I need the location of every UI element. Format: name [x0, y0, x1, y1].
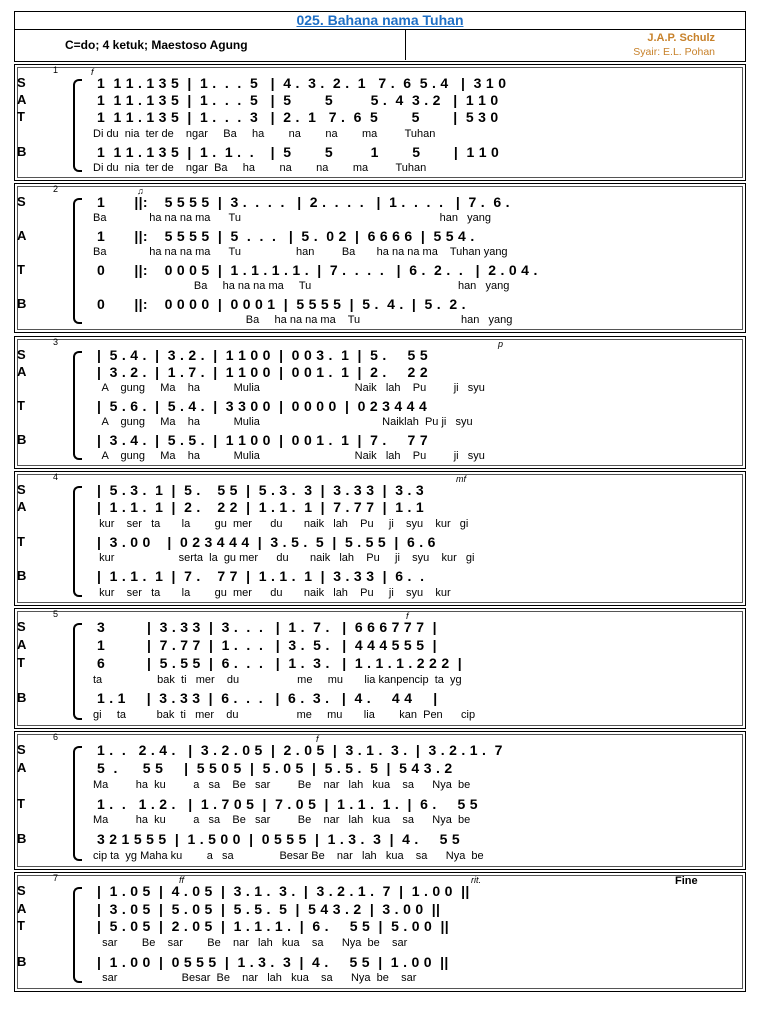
system-3 — [14, 336, 746, 469]
system-6 — [14, 731, 746, 870]
voice-label-A: A — [17, 228, 27, 243]
voice-label-S: S — [17, 742, 26, 757]
system-5 — [14, 608, 746, 729]
system-brace — [73, 623, 82, 720]
lyrics: Ba ha na na ma Tu han yang — [93, 212, 491, 224]
voice-label-S: S — [17, 482, 26, 497]
voice-label-S: S — [17, 75, 26, 90]
voice-label-S: S — [17, 883, 26, 898]
system-number: 7 — [53, 873, 59, 883]
notes-A: 1 | 7 . 7 7 | 1 . . . | 3 . 5 . | 4 4 4 5 5 5 | — [97, 636, 437, 653]
system-brace — [73, 198, 82, 324]
song-title: 025. Bahana nama Tuhan — [296, 12, 464, 28]
voice-label-T: T — [17, 533, 25, 549]
notes-S: | 5 . 4 . | 3 . 2 . | 1 1 0 0 | 0 0 3 . 1 | 5 . 5 5 — [97, 347, 428, 363]
voice-label-T: T — [17, 109, 25, 125]
voice-label-B: B — [17, 831, 27, 847]
lyrics: ta bak ti mer du me mu lia kanpencip ta yg — [93, 673, 462, 686]
voice-label-B: B — [17, 690, 27, 706]
notes-A: 5 . 5 5 | 5 5 0 5 | 5 . 0 5 | 5 . 5 . 5 | 5 4 3 . 2 — [97, 759, 453, 776]
notes-T: 1 . . 1 . 2 . | 1 . 7 0 5 | 7 . 0 5 | 1 . 1 . 1 . | 6 . 5 5 — [97, 795, 478, 812]
system-1 — [14, 64, 746, 181]
meta-box — [14, 30, 746, 62]
lyrics: kur serta la gu mer du naik lah Pu ji syu kur gi — [93, 552, 475, 565]
system-number: 2 — [53, 184, 59, 194]
key-signature: C=do; 4 ketuk; Maestoso Agung — [65, 38, 248, 52]
notes-B: | 3 . 4 . | 5 . 5 . | 1 1 0 0 | 0 0 1 . 1 | 7 . 7 7 — [97, 432, 428, 448]
dynamic-mark: f — [316, 734, 319, 744]
lyrics: Ba ha na na ma Tu han yang — [93, 280, 510, 292]
system-number: 4 — [53, 472, 59, 482]
notes-S: | 1 . 0 5 | 4 . 0 5 | 3 . 1 . 3 . | 3 . 2 . 1 . 7 | 1 . 0 0 || — [97, 883, 470, 899]
system-brace — [73, 486, 82, 597]
notes-B: 0 ||: 0 0 0 0 | 0 0 0 1 | 5 5 5 5 | 5 . 4 . | 5 . 2 . — [97, 296, 466, 312]
lyrics: gi ta bak ti mer du me mu lia kan Pen cip — [93, 709, 476, 722]
notes-T: | 3 . 0 0 | 0 2 3 4 4 4 | 3 . 5 . 5 | 5 . 5 5 | 6 . 6 — [97, 533, 436, 550]
notes-A: | 3 . 0 5 | 5 . 0 5 | 5 . 5 . 5 | 5 4 3 . 2 | 3 . 0 0 || — [97, 900, 441, 917]
lyrics: Ma ha ku a sa Be sar Be nar lah kua sa Nya be — [93, 778, 471, 791]
notes-T: 1 1 1 . 1 3 5 | 1 . . . 3 | 2 . 1 7 . 6 5 5 | 5 3 0 — [97, 109, 499, 126]
voice-label-A: A — [17, 499, 27, 515]
dynamic-mark: f — [406, 611, 409, 621]
voice-label-A: A — [17, 636, 27, 652]
notes-B: 1 . 1 | 3 . 3 3 | 6 . . . | 6 . 3 . | 4 . 4 4 | — [97, 690, 438, 707]
notes-S: 1 . . 2 . 4 . | 3 . 2 . 0 5 | 2 . 0 5 | 3 . 1 . 3 . | 3 . 2 . 1 . 7 — [97, 742, 503, 758]
meta-left — [15, 30, 406, 60]
system-number: 5 — [53, 609, 59, 619]
voice-label-B: B — [17, 143, 27, 159]
voice-label-T: T — [17, 918, 25, 934]
system-7 — [14, 872, 746, 992]
voice-label-T: T — [17, 654, 25, 670]
notes-A: 1 ||: 5 5 5 5 | 5 . . . | 5 . 0 2 | 6 6 6 6 | 5 5 4 . — [97, 228, 475, 244]
system-brace — [73, 79, 82, 172]
notes-S: | 5 . 3 . 1 | 5 . 5 5 | 5 . 3 . 3 | 3 . 3 3 | 3 . 3 — [97, 482, 425, 498]
dynamic-mark: p — [498, 339, 504, 349]
notes-T: 6 | 5 . 5 5 | 6 . . . | 1 . 3 . | 1 . 1 . 1 . 2 2 2 | — [97, 654, 463, 671]
system-brace — [73, 351, 82, 460]
lyrics: Ba ha na na ma Tu han Ba ha na na ma Tuhan yang — [93, 246, 508, 258]
lyrics: sar Besar Be nar lah kua sa Nya be sar — [93, 972, 417, 985]
notes-A: 1 1 1 . 1 3 5 | 1 . . . 5 | 5 5 5 . 4 3 . 2 | 1 1 0 — [97, 92, 499, 109]
notes-B: | 1 . 1 . 1 | 7 . 7 7 | 1 . 1 . 1 | 3 . 3 3 | 6 . . — [97, 568, 425, 585]
notes-T: | 5 . 6 . | 5 . 4 . | 3 3 0 0 | 0 0 0 0 | 0 2 3 4 4 4 — [97, 398, 428, 414]
lyrics: Di du nia ter de ngar Ba ha na na ma Tuhan — [93, 161, 427, 174]
voice-label-B: B — [17, 568, 27, 584]
title-box — [14, 11, 746, 30]
notes-A: | 3 . 2 . | 1 . 7 . | 1 1 0 0 | 0 0 1 . 1 | 2 . 2 2 — [97, 364, 428, 380]
dynamic-mark: ff — [179, 875, 185, 885]
lyrics: kur ser ta la gu mer du naik lah Pu ji syu kur — [93, 586, 451, 599]
lyrics: A gung Ma ha Mulia Naik lah Pu ji syu — [93, 382, 485, 394]
lyrics: A gung Ma ha Mulia Naiklah Pu ji syu — [93, 416, 473, 428]
lyrics: kur ser ta la gu mer du naik lah Pu ji syu kur gi — [93, 517, 469, 530]
voice-label-B: B — [17, 296, 27, 311]
fine-mark: Fine — [675, 875, 698, 887]
voice-label-A: A — [17, 900, 27, 916]
notes-T: 0 ||: 0 0 0 5 | 1 . 1 . 1 . 1 . | 7 . . . . | 6 . 2 . . | 2 . 0 4 . — [97, 262, 538, 278]
system-number: 6 — [53, 732, 59, 742]
lyrics: Ma ha ku a sa Be sar Be nar lah kua sa Nya be — [93, 814, 471, 827]
notes-T: | 5 . 0 5 | 2 . 0 5 | 1 . 1 . 1 . | 6 . 5 5 | 5 . 0 0 || — [97, 918, 449, 935]
lyrics: cip ta yg Maha ku a sa Besar Be nar lah kua sa Nya be — [93, 850, 484, 863]
dynamic-mark: ♫ — [137, 186, 144, 196]
system-2 — [14, 183, 746, 333]
lyrics: sar Be sar Be nar lah kua sa Nya be sar — [93, 937, 408, 949]
notes-B: 3 2 1 5 5 5 | 1 . 5 0 0 | 0 5 5 5 | 1 . 3 . 3 | 4 . 5 5 — [97, 831, 460, 848]
voice-label-S: S — [17, 347, 26, 362]
system-number: 3 — [53, 337, 59, 347]
system-number: 1 — [53, 65, 59, 75]
lyricist: Syair: E.L. Pohan — [633, 46, 715, 58]
notes-A: | 1 . 1 . 1 | 2 . 2 2 | 1 . 1 . 1 | 7 . 7 7 | 1 . 1 — [97, 499, 425, 516]
notes-S: 1 1 1 . 1 3 5 | 1 . . . 5 | 4 . 3 . 2 . 1 7 . 6 5 . 4 | 3 1 0 — [97, 75, 507, 91]
voice-label-S: S — [17, 619, 26, 634]
notes-S: 3 | 3 . 3 3 | 3 . . . | 1 . 7 . | 6 6 6 7 7 7 | — [97, 619, 437, 635]
system-4 — [14, 471, 746, 606]
dynamic-mark: f — [91, 67, 94, 77]
voice-label-S: S — [17, 194, 26, 209]
composer: J.A.P. Schulz — [647, 32, 715, 44]
voice-label-T: T — [17, 262, 25, 277]
notes-B: 1 1 1 . 1 3 5 | 1 . 1 . . | 5 5 1 5 | 1 1 0 — [97, 143, 500, 160]
lyrics: A gung Ma ha Mulia Naik lah Pu ji syu — [93, 450, 485, 462]
voice-label-A: A — [17, 759, 27, 775]
dynamic-mark: rit. — [471, 875, 481, 885]
voice-label-B: B — [17, 432, 27, 447]
voice-label-A: A — [17, 364, 27, 379]
notes-B: | 1 . 0 0 | 0 5 5 5 | 1 . 3 . 3 | 4 . 5 5 | 1 . 0 0 || — [97, 953, 449, 970]
voice-label-A: A — [17, 92, 27, 108]
lyrics: Di du nia ter de ngar Ba ha na na ma Tuhan — [93, 127, 436, 140]
system-brace — [73, 746, 82, 861]
system-brace — [73, 887, 82, 983]
voice-label-T: T — [17, 795, 25, 811]
notes-S: 1 ||: 5 5 5 5 | 3 . . . . | 2 . . . . | 1 . . . . | 7 . 6 . — [97, 194, 510, 210]
voice-label-B: B — [17, 953, 27, 969]
lyrics: Ba ha na na ma Tu han yang — [93, 314, 513, 326]
voice-label-T: T — [17, 398, 25, 413]
dynamic-mark: mf — [456, 474, 466, 484]
